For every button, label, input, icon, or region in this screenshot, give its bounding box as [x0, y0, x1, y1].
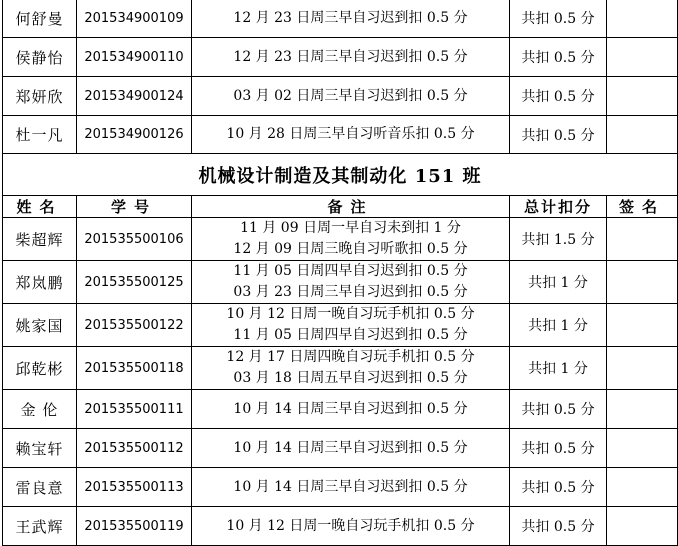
- student-name: 赖宝轩: [3, 429, 77, 468]
- total-deduction: 共扣 0.5 分: [510, 116, 607, 154]
- student-name: 郑妍欣: [3, 77, 77, 116]
- signature-cell: [607, 507, 678, 546]
- student-id: 201535500119: [77, 507, 192, 546]
- total-deduction: 共扣 0.5 分: [510, 468, 607, 507]
- remark: 10 月 14 日周三早自习迟到扣 0.5 分: [192, 468, 510, 507]
- deduction-table: [2, 0, 678, 546]
- remark: [192, 304, 510, 347]
- header-total: 总计扣分: [510, 196, 607, 218]
- signature-cell: [607, 116, 678, 154]
- signature-cell: [607, 0, 678, 38]
- student-id: 201534900124: [77, 77, 192, 116]
- remark: 10 月 14 日周三早自习迟到扣 0.5 分: [192, 390, 510, 429]
- student-id: 201534900110: [77, 38, 192, 77]
- remark-line: 11 月 05 日周四早自习迟到扣 0.5 分: [233, 327, 468, 343]
- student-id: 201535500122: [77, 304, 192, 347]
- section-title-row: [3, 154, 678, 196]
- signature-cell: [607, 77, 678, 116]
- total-deduction: 共扣 1 分: [510, 261, 607, 304]
- student-id: 201535500112: [77, 429, 192, 468]
- remark: 10 月 12 日周一晚自习玩手机扣 0.5 分: [192, 507, 510, 546]
- header-name: 姓名: [3, 196, 77, 218]
- table-row: [3, 0, 678, 38]
- total-deduction: 共扣 1.5 分: [510, 218, 607, 261]
- signature-cell: [607, 468, 678, 507]
- signature-cell: [607, 304, 678, 347]
- remark: [192, 261, 510, 304]
- remark-line: 03 月 23 日周三早自习迟到扣 0.5 分: [233, 284, 468, 300]
- student-name: 金 伦: [3, 390, 77, 429]
- student-name: 侯静怡: [3, 38, 77, 77]
- remark-line: 12 月 17 日周四晚自习玩手机扣 0.5 分: [226, 349, 475, 365]
- signature-cell: [607, 390, 678, 429]
- signature-cell: [607, 347, 678, 390]
- student-id: 201535500113: [77, 468, 192, 507]
- table-row: [3, 468, 678, 507]
- remark: [192, 218, 510, 261]
- signature-cell: [607, 429, 678, 468]
- student-name: 郑岚鹏: [3, 261, 77, 304]
- remark-line: 11 月 05 日周四早自习迟到扣 0.5 分: [233, 263, 468, 279]
- table-row: [3, 116, 678, 154]
- student-id: 201535500106: [77, 218, 192, 261]
- student-name: 姚家国: [3, 304, 77, 347]
- table-row: [3, 507, 678, 546]
- table-row: [3, 304, 678, 347]
- table-row: [3, 261, 678, 304]
- total-deduction: 共扣 0.5 分: [510, 38, 607, 77]
- total-deduction: 共扣 0.5 分: [510, 507, 607, 546]
- remark: 10 月 14 日周三早自习迟到扣 0.5 分: [192, 429, 510, 468]
- student-name: 邱乾彬: [3, 347, 77, 390]
- remark: [192, 347, 510, 390]
- total-deduction: 共扣 0.5 分: [510, 0, 607, 38]
- total-deduction: 共扣 1 分: [510, 347, 607, 390]
- student-id: 201534900109: [77, 0, 192, 38]
- header-note: 备注: [192, 196, 510, 218]
- table-row: [3, 390, 678, 429]
- total-deduction: 共扣 0.5 分: [510, 77, 607, 116]
- remark: 12 月 23 日周三早自习迟到扣 0.5 分: [192, 0, 510, 38]
- student-name: 王武辉: [3, 507, 77, 546]
- total-deduction: 共扣 0.5 分: [510, 429, 607, 468]
- signature-cell: [607, 38, 678, 77]
- table-row: [3, 218, 678, 261]
- student-id: 201535500125: [77, 261, 192, 304]
- table-row: [3, 77, 678, 116]
- total-deduction: 共扣 1 分: [510, 304, 607, 347]
- signature-cell: [607, 261, 678, 304]
- remark: 12 月 23 日周三早自习迟到扣 0.5 分: [192, 38, 510, 77]
- section-title: 机械设计制造及其制动化 151 班: [3, 154, 678, 196]
- student-name: 何舒曼: [3, 0, 77, 38]
- student-id: 201534900126: [77, 116, 192, 154]
- student-id: 201535500111: [77, 390, 192, 429]
- table-row: [3, 429, 678, 468]
- header-row: [3, 196, 678, 218]
- table-row: [3, 38, 678, 77]
- remark-line: 12 月 09 日周三晚自习听歌扣 0.5 分: [233, 241, 468, 257]
- header-sign: 签名: [607, 196, 678, 218]
- student-id: 201535500118: [77, 347, 192, 390]
- table-row: [3, 347, 678, 390]
- total-deduction: 共扣 0.5 分: [510, 390, 607, 429]
- remark-line: 10 月 12 日周一晚自习玩手机扣 0.5 分: [226, 306, 475, 322]
- student-name: 柴超辉: [3, 218, 77, 261]
- remark-line: 11 月 09 日周一早自习未到扣 1 分: [240, 220, 461, 236]
- student-name: 杜一凡: [3, 116, 77, 154]
- remark-line: 03 月 18 日周五早自习迟到扣 0.5 分: [233, 370, 468, 386]
- student-name: 雷良意: [3, 468, 77, 507]
- signature-cell: [607, 218, 678, 261]
- header-id: 学号: [77, 196, 192, 218]
- remark: 10 月 28 日周三早自习听音乐扣 0.5 分: [192, 116, 510, 154]
- remark: 03 月 02 日周三早自习迟到扣 0.5 分: [192, 77, 510, 116]
